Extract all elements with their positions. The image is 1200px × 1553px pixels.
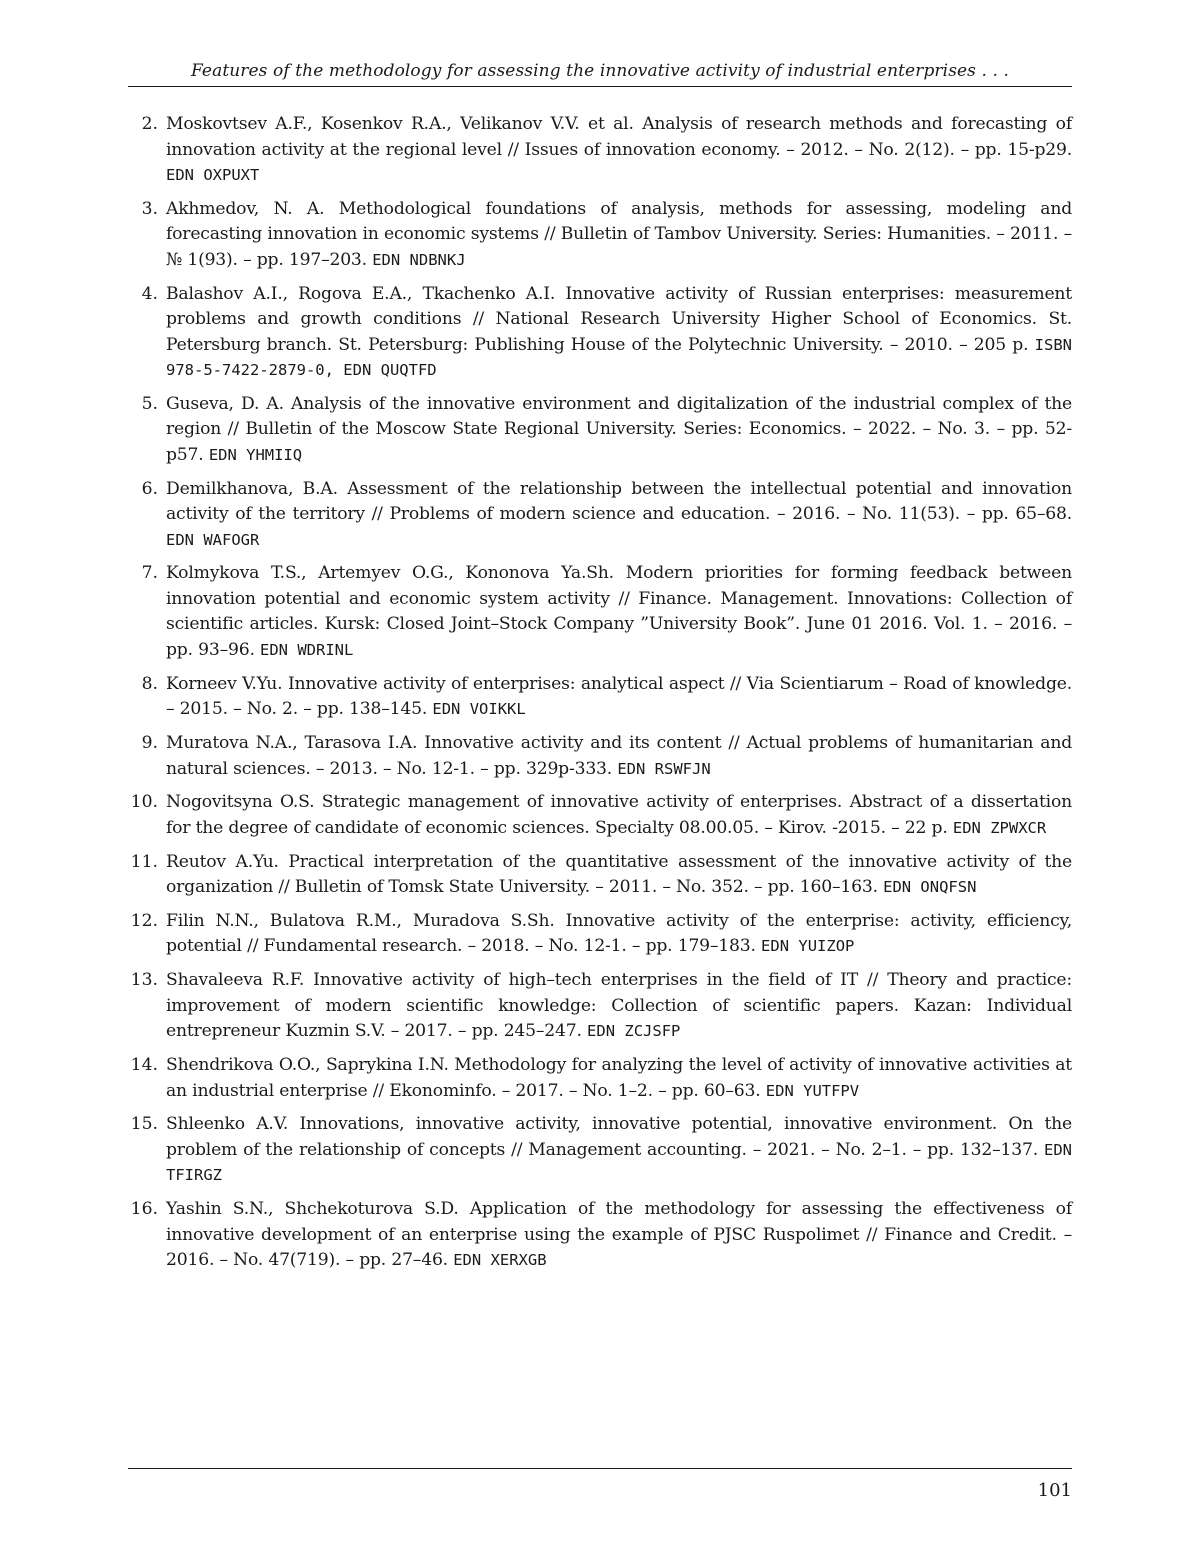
reference-identifier: EDN WDRINL — [260, 640, 354, 659]
reference-text — [166, 909, 1072, 960]
reference-text — [166, 112, 1072, 189]
running-header: Features of the methodology for assessing the innovative activity of industrial enterprises . . . — [190, 61, 1010, 81]
reference-identifier: EDN ZCJSFP — [587, 1022, 681, 1041]
reference-identifier: EDN RSWFJN — [617, 759, 711, 778]
reference-text — [166, 282, 1072, 384]
reference-identifier: EDN ZPWXCR — [952, 818, 1047, 837]
reference-item — [128, 909, 1072, 960]
reference-number: 3. — [141, 198, 158, 219]
reference-text — [166, 968, 1072, 1045]
reference-text — [166, 561, 1072, 663]
reference-item — [128, 197, 1072, 274]
reference-number: 14. — [130, 1055, 158, 1076]
reference-identifier: EDN YHMIIQ — [208, 445, 303, 464]
reference-number: 13. — [130, 970, 158, 991]
reference-identifier: EDN YUIZOP — [761, 937, 855, 956]
reference-citation: Moskovtsev A.F., Kosenkov R.A., Velikanov V.V. et al. Analysis of research methods and forecasting of innovation activity at the regional level // Issues of innovation economy. – 2012. – No. 2(12). – pp. 15-p29. — [166, 114, 1072, 160]
reference-text — [166, 197, 1072, 274]
reference-item — [128, 477, 1072, 554]
reference-identifier: EDN NDBNKJ — [372, 250, 466, 269]
reference-text — [166, 1053, 1072, 1104]
reference-text — [166, 672, 1072, 723]
reference-citation: Shendrikova O.O., Saprykina I.N. Methodology for analyzing the level of activity of innovative activities at an industrial enterprise // Ekonominfo. – 2017. – No. 1–2. – pp. 60–63. — [166, 1055, 1072, 1101]
reference-identifier: EDN ONQFSN — [883, 878, 977, 897]
reference-number: 9. — [141, 733, 158, 754]
reference-identifier: EDN YUTFPV — [765, 1081, 860, 1100]
reference-citation: Guseva, D. A. Analysis of the innovative environment and digitalization of the industrial complex of the region // Bulletin of the Moscow State Regional University. Series: Economics. – 2022. – No. 3. – pp. 52-p57. — [166, 393, 1072, 465]
reference-item — [128, 112, 1072, 189]
reference-citation: Balashov A.I., Rogova E.A., Tkachenko A.I. Innovative activity of Russian enterprises: measurement problems and growth conditions // National Research University Higher School of Economics. St. Petersburg branch. St. Petersburg: Publishing House of the Polytechnic University. – 2010. – 205 p. — [166, 283, 1072, 355]
reference-item — [128, 790, 1072, 841]
reference-identifier: EDN XERXGB — [453, 1251, 547, 1270]
reference-citation: Nogovitsyna O.S. Strategic management of innovative activity of enterprises. Abstract of a dissertation for the degree of candidate of economic sciences. Specialty 08.00.05. – Kirov. -2015. – 22 p. — [166, 792, 1072, 838]
reference-item — [128, 282, 1072, 384]
reference-number: 5. — [141, 393, 158, 414]
reference-citation: Demilkhanova, B.A. Assessment of the relationship between the intellectual potential and innovation activity of the territory // Problems of modern science and education. – 2016. – No. 11(53). – pp. 65–68. — [166, 478, 1072, 525]
reference-citation: Reutov A.Yu. Practical interpretation of the quantitative assessment of the innovative activity of the organization // Bulletin of Tomsk State University. – 2011. – No. 352. – pp. 160–163. — [166, 851, 1072, 898]
reference-citation: Kolmykova T.S., Artemyev O.G., Kononova Ya.Sh. Modern priorities for forming feedback between innovation potential and economic system activity // Finance. Management. Innovations: Collection of scientific articles. Kursk: Closed Joint–Stock Company ”University Book”. June 01 2016. Vol. 1. – 2016. – pp. 93–96. — [166, 563, 1072, 660]
reference-identifier: EDN TFIRGZ — [166, 1140, 1072, 1185]
reference-item — [128, 850, 1072, 901]
reference-text — [166, 790, 1072, 841]
reference-text — [166, 731, 1072, 782]
reference-identifier: ISBN 978-5-7422-2879-0, EDN QUQTFD — [166, 335, 1072, 380]
reference-text — [166, 1112, 1072, 1189]
reference-number: 7. — [141, 563, 158, 584]
reference-text — [166, 392, 1072, 469]
reference-item — [128, 561, 1072, 663]
reference-number: 11. — [130, 851, 158, 872]
reference-text — [166, 850, 1072, 901]
page-number: 101 — [1037, 1480, 1072, 1501]
header-rule — [128, 86, 1072, 87]
reference-item — [128, 1053, 1072, 1104]
reference-text — [166, 477, 1072, 554]
reference-identifier: EDN WAFOGR — [166, 530, 260, 549]
reference-number: 15. — [130, 1114, 158, 1135]
reference-identifier: EDN OXPUXT — [166, 166, 260, 184]
reference-number: 10. — [130, 792, 158, 813]
reference-citation: Korneev V.Yu. Innovative activity of enterprises: analytical aspect // Via Scientiarum – Road of knowledge. – 2015. – No. 2. – pp. 138–145. — [166, 673, 1072, 720]
reference-number: 4. — [141, 283, 158, 304]
reference-citation: Muratova N.A., Tarasova I.A. Innovative activity and its content // Actual problems of humanitarian and natural sciences. – 2013. – No. 12-1. – pp. 329p-333. — [166, 733, 1072, 779]
reference-list — [128, 112, 1072, 1282]
reference-number: 12. — [130, 910, 158, 931]
reference-item — [128, 392, 1072, 469]
reference-number: 6. — [141, 478, 158, 499]
reference-citation: Shleenko A.V. Innovations, innovative activity, innovative potential, innovative environment. On the problem of the relationship of concepts // Management accounting. – 2021. – No. 2–1. – pp. 132–137. — [166, 1114, 1072, 1160]
footer-rule — [128, 1468, 1072, 1469]
reference-identifier: EDN VOIKKL — [432, 700, 526, 719]
reference-item — [128, 731, 1072, 782]
reference-number: 2. — [141, 114, 158, 134]
reference-number: 8. — [141, 673, 158, 694]
reference-text — [166, 1197, 1072, 1274]
reference-citation: Shavaleeva R.F. Innovative activity of high–tech enterprises in the field of IT // Theory and practice: improvement of modern scientific knowledge: Collection of scientific papers. Kazan: Individual entrepreneur Kuzmin S.V. – 2017. – pp. 245–247. — [166, 970, 1072, 1042]
reference-citation: Yashin S.N., Shchekoturova S.D. Application of the methodology for assessing the effectiveness of innovative development of an enterprise using the example of PJSC Ruspolimet // Finance and Credit. – 2016. – No. 47(719). – pp. 27–46. — [166, 1199, 1072, 1271]
reference-item — [128, 672, 1072, 723]
reference-citation: Akhmedov, N. A. Methodological foundations of analysis, methods for assessing, modeling and forecasting innovation in economic systems // Bulletin of Tambov University. Series: Humanities. – 2011. – № 1(93). – pp. 197–203. — [166, 198, 1072, 270]
reference-item — [128, 1197, 1072, 1274]
reference-item — [128, 968, 1072, 1045]
reference-item — [128, 1112, 1072, 1189]
reference-number: 16. — [130, 1199, 158, 1220]
reference-citation: Filin N.N., Bulatova R.M., Muradova S.Sh. Innovative activity of the enterprise: activity, efficiency, potential // Fundamental research. – 2018. – No. 12-1. – pp. 179–183. — [166, 910, 1072, 957]
